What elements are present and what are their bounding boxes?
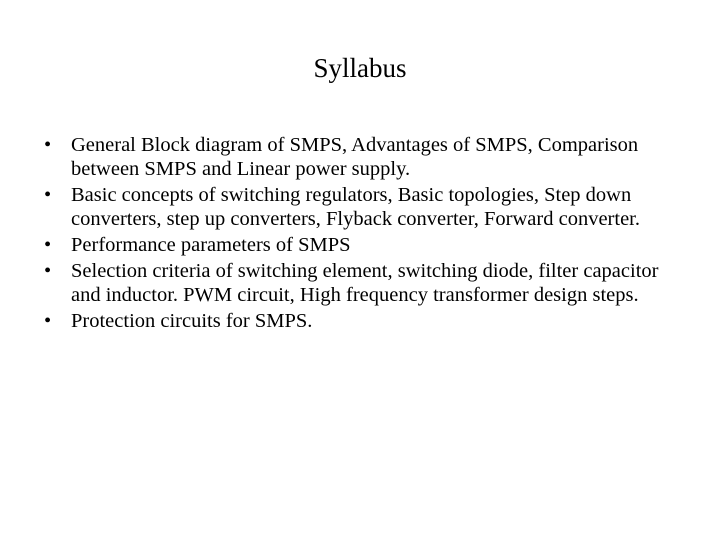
bullet-item-1	[44, 133, 684, 181]
bullet-text: Basic concepts of switching regulators, Basic topologies, Step down converters, step up converters, Flyback converter, Forward converter.	[71, 184, 640, 230]
bullet-item-4	[44, 259, 684, 307]
bullet-icon: •	[44, 184, 52, 206]
bullet-item-5	[44, 309, 684, 333]
bullet-list	[44, 133, 684, 335]
bullet-text: Protection circuits for SMPS.	[71, 310, 313, 332]
bullet-text: General Block diagram of SMPS, Advantages of SMPS, Comparison between SMPS and Linear power supply.	[71, 134, 639, 180]
bullet-item-3	[44, 233, 684, 257]
bullet-icon: •	[44, 134, 52, 156]
bullet-text: Selection criteria of switching element, switching diode, filter capacitor and inductor. PWM circuit, High frequency transformer design steps.	[71, 260, 659, 306]
bullet-text: Performance parameters of SMPS	[71, 234, 351, 256]
bullet-item-2	[44, 183, 684, 231]
bullet-icon: •	[44, 234, 52, 256]
bullet-icon: •	[44, 310, 52, 332]
bullet-icon: •	[44, 260, 52, 282]
slide-title: Syllabus	[313, 53, 407, 83]
